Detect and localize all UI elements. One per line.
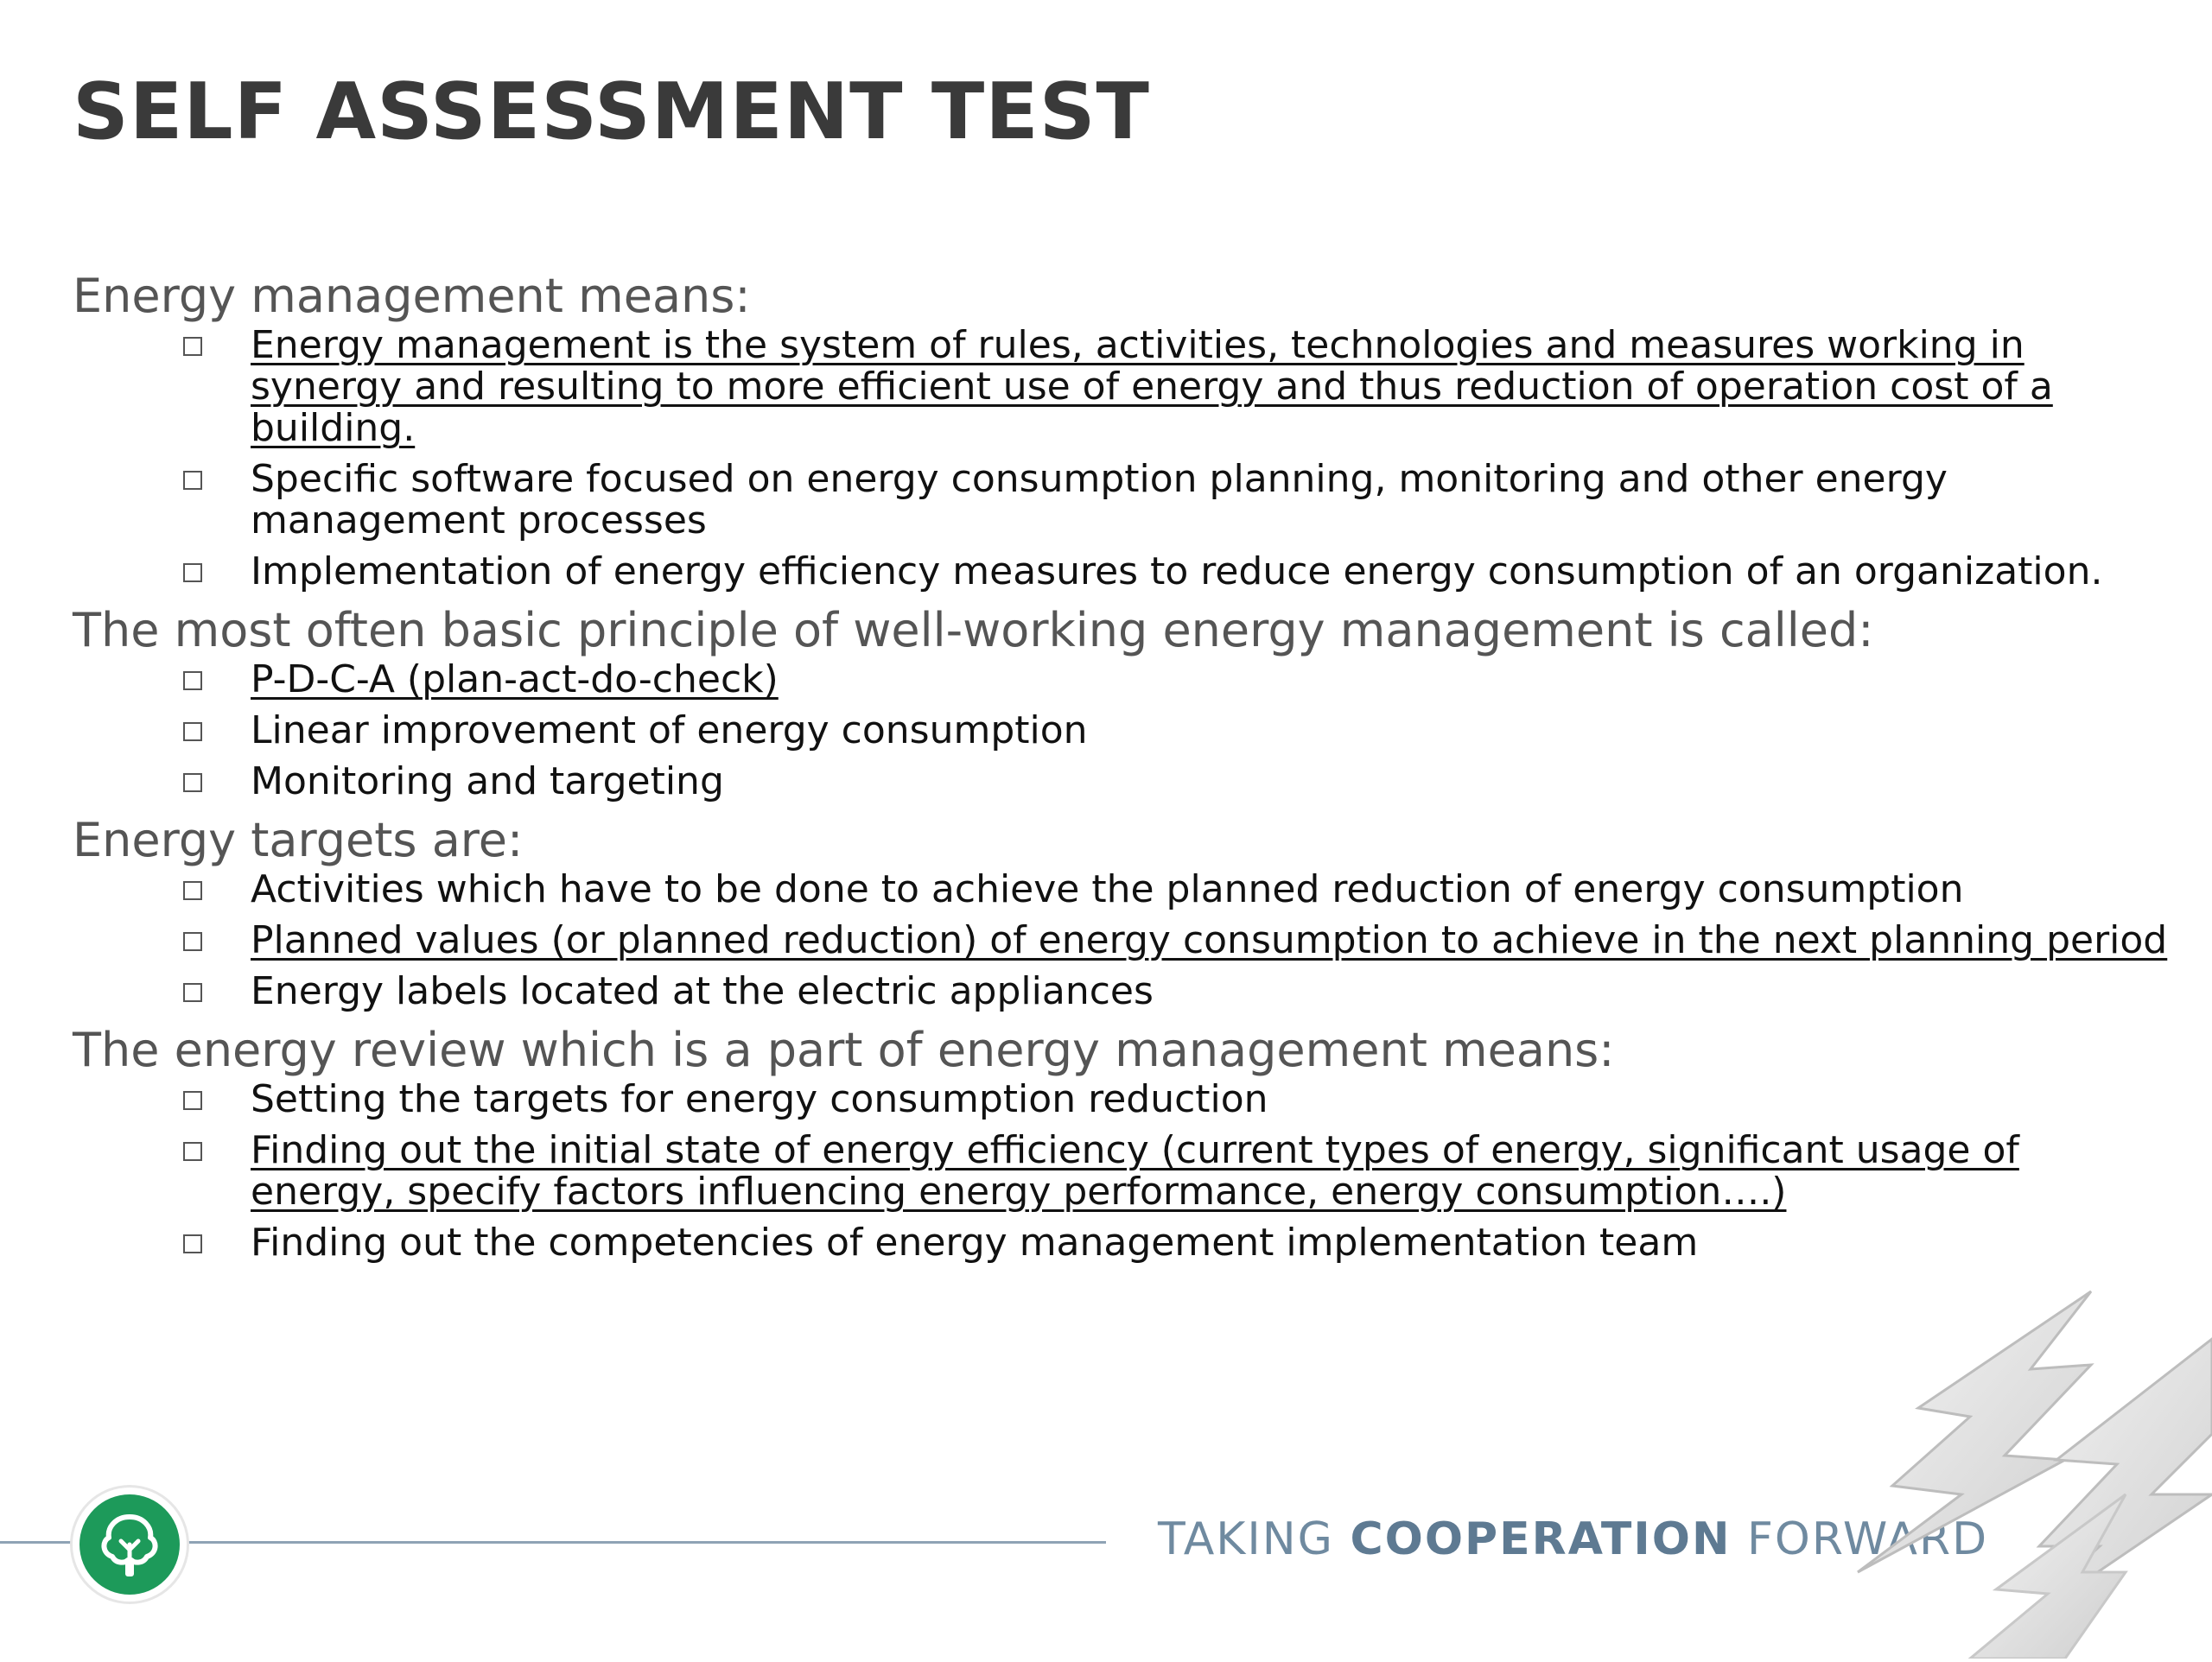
checkbox-icon[interactable] — [183, 563, 202, 582]
answer-option[interactable] — [73, 869, 2169, 910]
arrows-decoration-icon — [1840, 1287, 2212, 1659]
checkbox-icon[interactable] — [183, 983, 202, 1002]
options-list — [73, 867, 2168, 1013]
answer-option[interactable] — [73, 761, 2169, 802]
answer-option[interactable] — [73, 325, 2169, 449]
question-block — [73, 812, 2168, 1013]
checkbox-icon[interactable] — [183, 471, 202, 490]
question-text: Energy targets are: — [73, 813, 524, 867]
checkbox-icon[interactable] — [183, 773, 202, 792]
tree-logo-icon — [73, 1488, 187, 1602]
answer-option[interactable] — [73, 551, 2169, 593]
answer-option-label: Monitoring and targeting — [251, 759, 724, 803]
answer-option[interactable] — [73, 1130, 2169, 1213]
question-block — [73, 602, 2146, 802]
question-text: Energy management means: — [73, 269, 751, 323]
slogan-part-bold: COOPERATION — [1350, 1513, 1732, 1565]
answer-option-label: Energy management is the system of rules, activities, technologies and measures working in synergy and resulting to more efficient use of energy and thus reduction of operation cost of a building. — [251, 323, 2053, 450]
answer-option-label: Energy labels located at the electric appliances — [251, 969, 1154, 1013]
answer-option-label: Setting the targets for energy consumption reduction — [251, 1077, 1268, 1121]
answer-option[interactable] — [73, 659, 2169, 701]
checkbox-icon[interactable] — [183, 722, 202, 741]
answer-option-label: Finding out the initial state of energy efficiency (current types of energy, significant usage of energy, specify factors influencing energy performance, energy consumption….) — [251, 1128, 2019, 1214]
checkbox-icon[interactable] — [183, 881, 202, 900]
answer-option[interactable] — [73, 459, 2169, 542]
answer-option-label: Implementation of energy efficiency measures to reduce energy consumption of an organization. — [251, 549, 2103, 593]
checkbox-icon[interactable] — [183, 671, 202, 690]
answer-option-label: Planned values (or planned reduction) of energy consumption to achieve in the next planning period — [251, 918, 2168, 962]
answer-option[interactable] — [73, 920, 2169, 961]
answer-option-label: Activities which have to be done to achieve the planned reduction of energy consumption — [251, 867, 1964, 911]
answer-option-label: Finding out the competencies of energy management implementation team — [251, 1221, 1699, 1265]
answer-option-label: Linear improvement of energy consumption — [251, 708, 1088, 752]
answer-option-label: P-D-C-A (plan-act-do-check) — [251, 657, 779, 701]
checkbox-icon[interactable] — [183, 1142, 202, 1161]
question-block — [73, 268, 2146, 593]
checkbox-icon[interactable] — [183, 932, 202, 951]
answer-option-label: Specific software focused on energy consumption planning, monitoring and other energy management processes — [251, 457, 1948, 542]
quiz-content — [73, 268, 2168, 1273]
slogan-part: FORWARD — [1747, 1513, 1989, 1565]
options-list — [73, 659, 2146, 802]
question-text: The energy review which is a part of energy management means: — [73, 1023, 1615, 1077]
slogan-part: TAKING — [1158, 1513, 1334, 1565]
checkbox-icon[interactable] — [183, 337, 202, 356]
checkbox-icon[interactable] — [183, 1091, 202, 1110]
page-title: SELF ASSESSMENT TEST — [73, 67, 1150, 157]
options-list — [73, 1079, 2146, 1264]
answer-option[interactable] — [73, 1222, 2169, 1264]
answer-option[interactable] — [73, 710, 2169, 752]
question-block — [73, 1022, 2146, 1264]
options-list — [73, 325, 2146, 593]
answer-option[interactable] — [73, 1079, 2169, 1120]
answer-option[interactable] — [73, 971, 2169, 1012]
question-text: The most often basic principle of well-working energy management is called: — [73, 603, 1874, 657]
checkbox-icon[interactable] — [183, 1234, 202, 1253]
